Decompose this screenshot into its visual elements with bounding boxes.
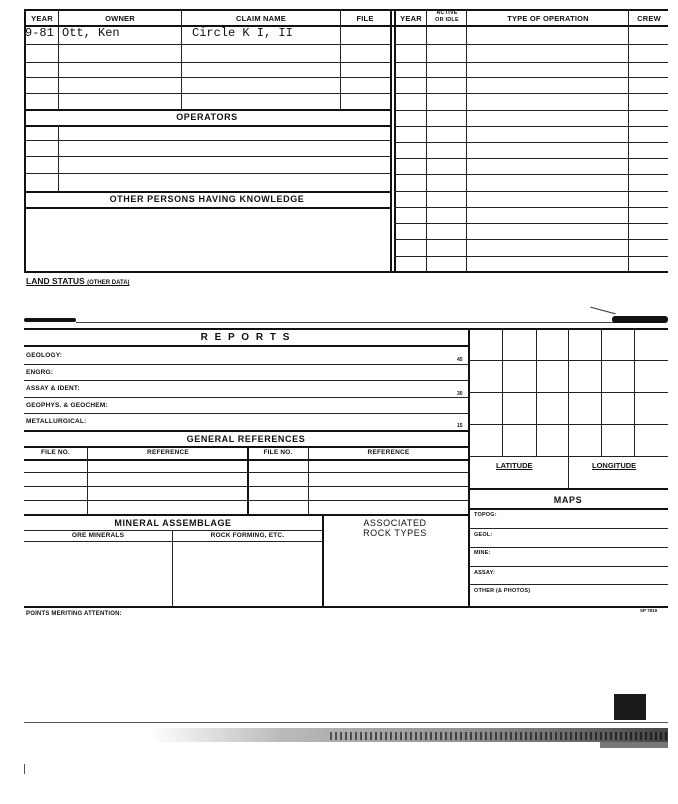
maps-geol: GEOL: (474, 532, 493, 538)
general-references-title: GENERAL REFERENCES (186, 434, 306, 444)
ore-minerals-label: ORE MINERALS (71, 532, 125, 539)
header-owner: OWNER (105, 14, 135, 23)
gr-header-file-2: FILE NO. (263, 449, 293, 456)
gr-header-ref-1: REFERENCE (147, 449, 189, 456)
header-file: FILE (356, 14, 374, 23)
header-year: YEAR (31, 14, 53, 23)
associated-label: ASSOCIATED (363, 518, 427, 528)
entry-claim-name: Circle K I, II (192, 26, 293, 40)
entry-year: 9-81 (25, 26, 54, 40)
land-status-label: LAND STATUS (OTHER DATA) (26, 276, 130, 286)
reports-assay-num: 30 (457, 391, 463, 397)
reports-metallurgical: METALLURGICAL: (26, 418, 87, 425)
header-active: ACTIVE (436, 10, 458, 16)
points-meriting-attention: POINTS MERITING ATTENTION: (26, 611, 122, 617)
operators-label: OPERATORS (176, 112, 238, 122)
maps-topog: TOPOG: (474, 512, 497, 518)
rock-types-label: ROCK TYPES (363, 528, 427, 538)
maps-title: MAPS (553, 495, 583, 505)
maps-mine: MINE: (474, 550, 491, 556)
header-claim-name: CLAIM NAME (236, 14, 286, 23)
header-or-idle: OR IDLE (435, 17, 459, 23)
reports-engrg: ENGRG: (26, 369, 54, 376)
maps-other: OTHER (& PHOTOS) (474, 588, 531, 594)
reports-geology: GEOLOGY: (26, 352, 63, 359)
header-type-of-operation: TYPE OF OPERATION (507, 14, 589, 23)
header-crew: CREW (637, 14, 661, 23)
longitude-label: LONGITUDE (592, 461, 637, 470)
form-code: SP 7819 (640, 608, 658, 613)
gr-header-ref-2: REFERENCE (367, 449, 410, 456)
latitude-label: LATITUDE (496, 461, 533, 470)
header-year-2: YEAR (400, 14, 422, 23)
reports-title: R E P O R T S (200, 332, 292, 343)
reports-assay: ASSAY & IDENT: (26, 385, 80, 392)
reports-metallurgical-num: 15 (457, 423, 463, 429)
mineral-assemblage-title: MINERAL ASSEMBLAGE (114, 518, 232, 528)
rock-forming-label: ROCK FORMING, ETC. (210, 532, 285, 539)
gr-header-file-1: FILE NO. (40, 449, 71, 456)
entry-owner: Ott, Ken (62, 26, 120, 40)
other-persons-label: OTHER PERSONS HAVING KNOWLEDGE (109, 194, 305, 204)
maps-assay: ASSAY: (474, 570, 496, 576)
reports-geophys: GEOPHYS. & GEOCHEM: (26, 402, 108, 409)
reports-geology-num: 45 (457, 357, 463, 363)
